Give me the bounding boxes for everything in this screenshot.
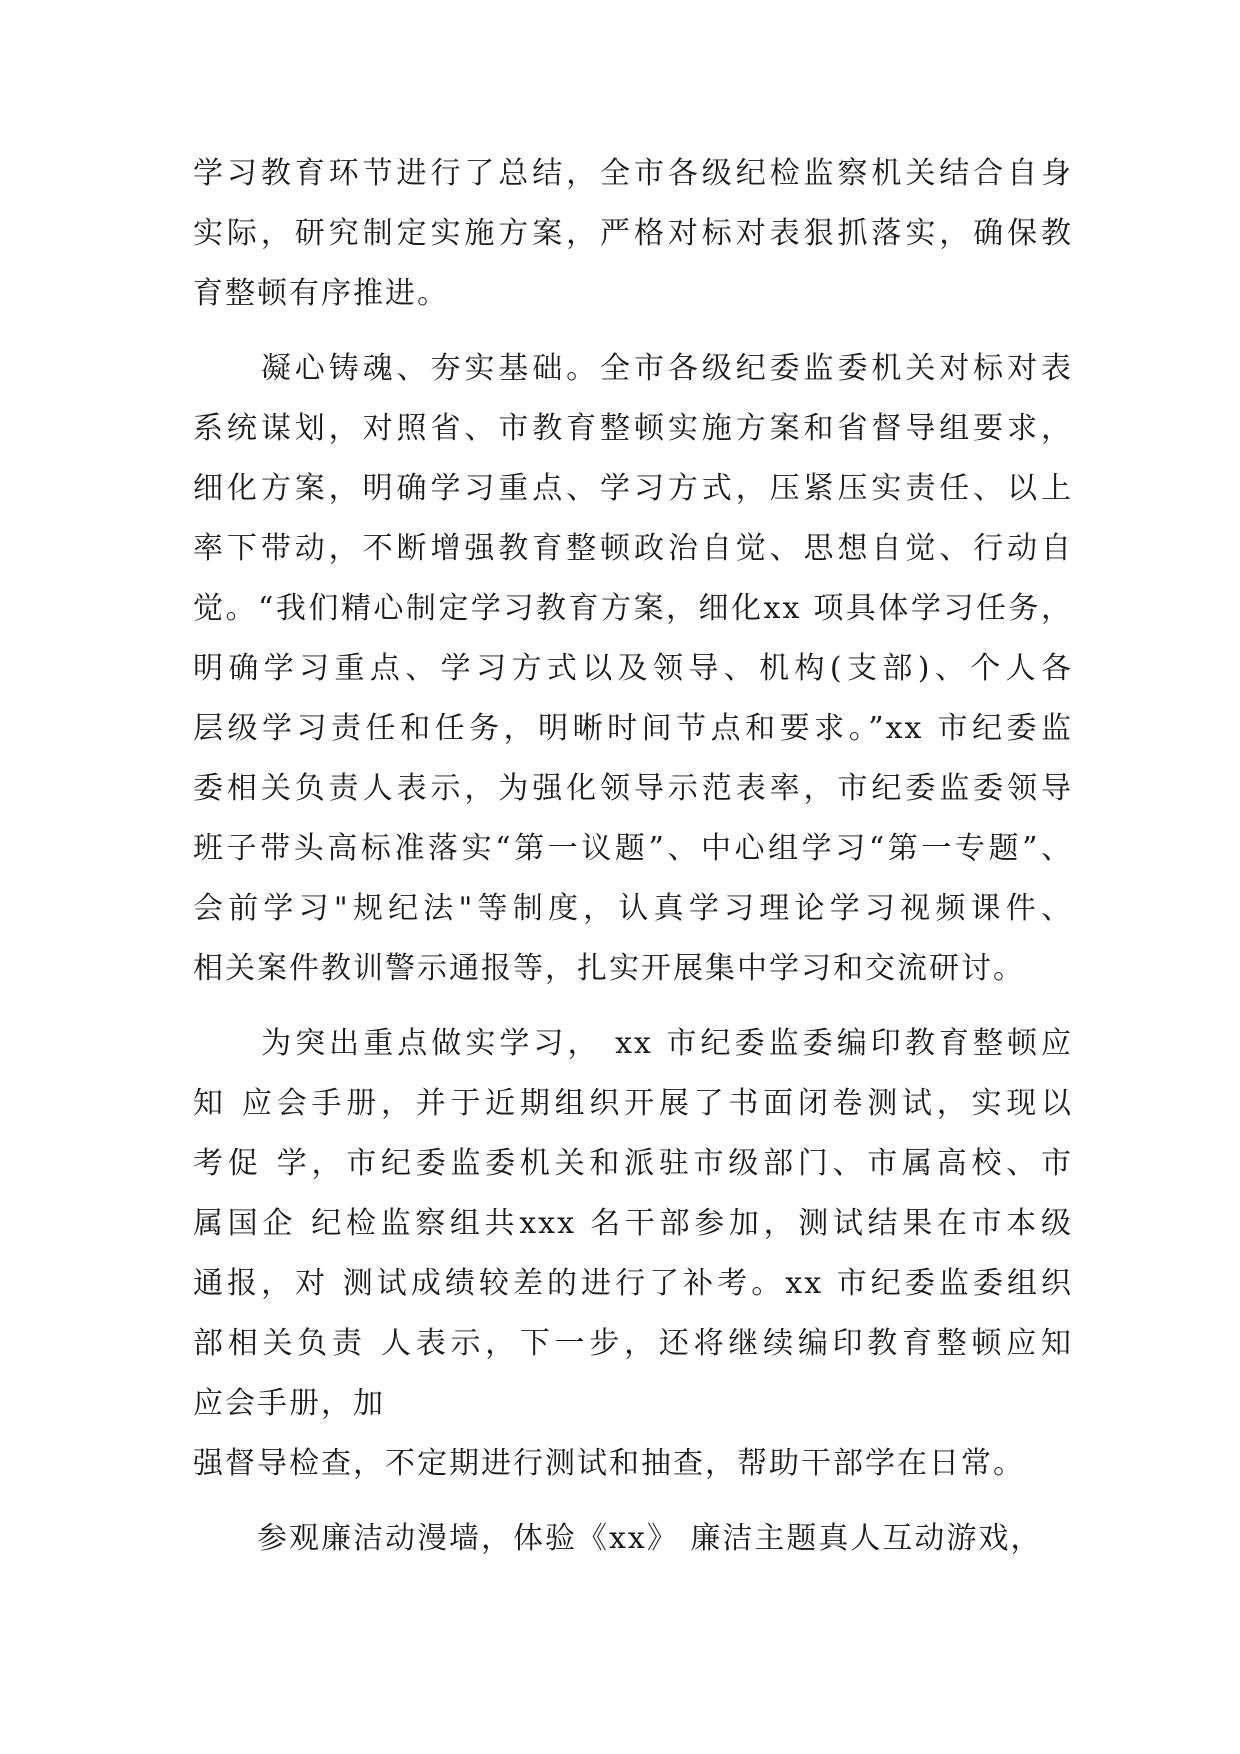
text-line: 强督导检查，不定期进行测试和抽查，帮助干部学在日常。	[193, 1446, 1025, 1481]
paragraph-3	[193, 1014, 1073, 1494]
text-line: 参观廉洁动漫墙，体验《xx》 廉洁主题真人互动游戏，	[193, 1521, 1043, 1556]
text-line: 学习教育环节进行了总结，全市各级纪检监察机关结合自身	[193, 156, 1073, 191]
text-line: 系统谋划，对照省、市教育整顿实施方案和省督导组要求，	[193, 411, 1073, 446]
text-line: 细化方案，明确学习重点、学习方式，压紧压实责任、以上	[193, 471, 1073, 506]
text-line: 为突出重点做实学习， xx 市纪委监委编印教育整顿应	[193, 1026, 1073, 1061]
text-line: 部相关负责 人表示，下一步，还将继续编印教育整顿应知	[193, 1326, 1073, 1361]
text-line: 率下带动，不断增强教育整顿政治自觉、思想自觉、行动自	[193, 531, 1073, 566]
text-line: 觉。“我们精心制定学习教育方案，细化xx 项具体学习任务，	[193, 591, 1073, 626]
text-line: 层级学习责任和任务，明晰时间节点和要求。”xx 市纪委监	[193, 711, 1073, 746]
text-line: 通报，对 测试成绩较差的进行了补考。xx 市纪委监委组织	[193, 1266, 1073, 1301]
text-line: 凝心铸魂、夯实基础。全市各级纪委监委机关对标对表	[193, 351, 1073, 386]
text-line: 班子带头高标准落实“第一议题”、中心组学习“第一专题”、	[193, 831, 1073, 866]
paragraph-1	[193, 144, 1073, 324]
paragraph-2	[193, 339, 1073, 999]
text-line: 委相关负责人表示，为强化领导示范表率，市纪委监委领导	[193, 771, 1073, 806]
text-line: 知 应会手册，并于近期组织开展了书面闭卷测试，实现以	[193, 1086, 1073, 1121]
text-line: 会前学习"规纪法"等制度，认真学习理论学习视频课件、	[193, 891, 1073, 926]
body-text	[193, 144, 1073, 1569]
text-line: 相关案件教训警示通报等，扎实开展集中学习和交流研讨。	[193, 951, 1025, 986]
text-line: 明确学习重点、学习方式以及领导、机构(支部)、个人各	[193, 651, 1073, 686]
text-line: 考促 学，市纪委监委机关和派驻市级部门、市属高校、市	[193, 1146, 1073, 1181]
text-line: 属国企 纪检监察组共xxx 名干部参加，测试结果在市本级	[193, 1206, 1073, 1241]
text-line: 应会手册，加	[193, 1386, 385, 1421]
text-line: 育整顿有序推进。	[193, 276, 449, 311]
text-line: 实际，研究制定实施方案，严格对标对表狠抓落实，确保教	[193, 216, 1073, 251]
paragraph-4	[193, 1509, 1073, 1569]
